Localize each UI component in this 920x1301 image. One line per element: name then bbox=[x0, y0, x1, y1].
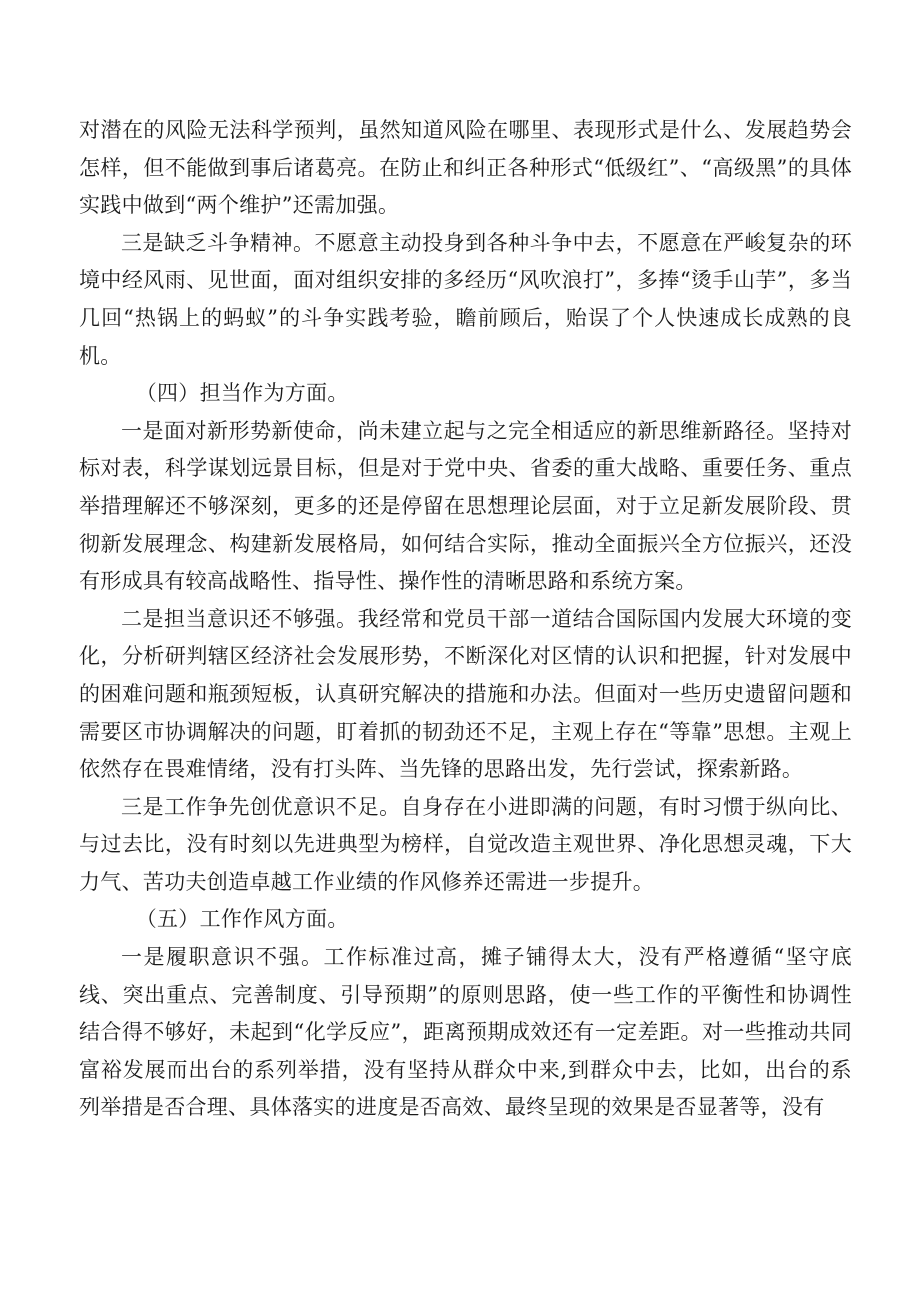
paragraph-new-thinking: 一是面对新形势新使命，尚未建立起与之完全相适应的新思维新路径。坚持对标对表，科学谋划远景目标，但是对于党中央、省委的重大战略、重要任务、重点举措理解还不够深刻，更多的还是停留在思想理论层面，对于立足新发展阶段、贯彻新发展理念、构建新发展格局，如何结合实际，推动全面振兴全方位振兴，还没有形成具有较高战略性、指导性、操作性的清晰思路和系统方案。 bbox=[79, 418, 852, 594]
document-body bbox=[79, 112, 852, 1127]
paragraph-risk-continuation: 对潜在的风险无法科学预判，虽然知道风险在哪里、表现形式是什么、发展趋势会怎样，但不能做到事后诸葛亮。在防止和纠正各种形式“低级红”、“高级黑”的具体实践中做到“两个维护”还需加强。 bbox=[79, 118, 852, 218]
section-heading-responsibility: （四）担当作为方面。 bbox=[135, 381, 349, 406]
paragraph-duty-awareness: 一是履职意识不强。工作标准过高，摊子铺得太大，没有严格遵循“坚守底线、突出重点、完善制度、引导预期”的原则思路，使一些工作的平衡性和协调性结合得不够好，未起到“化学反应”，距离预期成效还有一定差距。对一些推动共同富裕发展而出台的系列举措，没有坚持从群众中来,到群众中去，比如，出台的系列举措是否合理、具体落实的进度是否高效、最终呈现的效果是否显著等，没有 bbox=[79, 945, 852, 1120]
paragraph-excellence-awareness: 三是工作争先创优意识不足。自身存在小进即满的问题，有时习惯于纵向比、与过去比，没有时刻以先进典型为榜样，自觉改造主观世界、净化思想灵魂，下大力气、苦功夫创造卓越工作业绩的作风修养还需进一步提升。 bbox=[79, 794, 852, 894]
paragraph-struggle-spirit: 三是缺乏斗争精神。不愿意主动投身到各种斗争中去，不愿意在严峻复杂的环境中经风雨、见世面，面对组织安排的多经历“风吹浪打”，多捧“烫手山芋”，多当几回“热锅上的蚂蚁”的斗争实践考验，瞻前顾后，贻误了个人快速成长成熟的良机。 bbox=[79, 230, 852, 368]
section-heading-work-style: （五）工作作风方面。 bbox=[135, 907, 349, 932]
paragraph-responsibility-awareness: 二是担当意识还不够强。我经常和党员干部一道结合国际国内发展大环境的变化，分析研判辖区经济社会发展形势，不断深化对区情的认识和把握，针对发展中的困难问题和瓶颈短板，认真研究解决的措施和办法。但面对一些历史遗留问题和需要区市协调解决的问题，盯着抓的韧劲还不足，主观上存在“等靠”思想。主观上依然存在畏难情绪，没有打头阵、当先锋的思路出发，先行尝试，探索新路。 bbox=[79, 606, 852, 782]
